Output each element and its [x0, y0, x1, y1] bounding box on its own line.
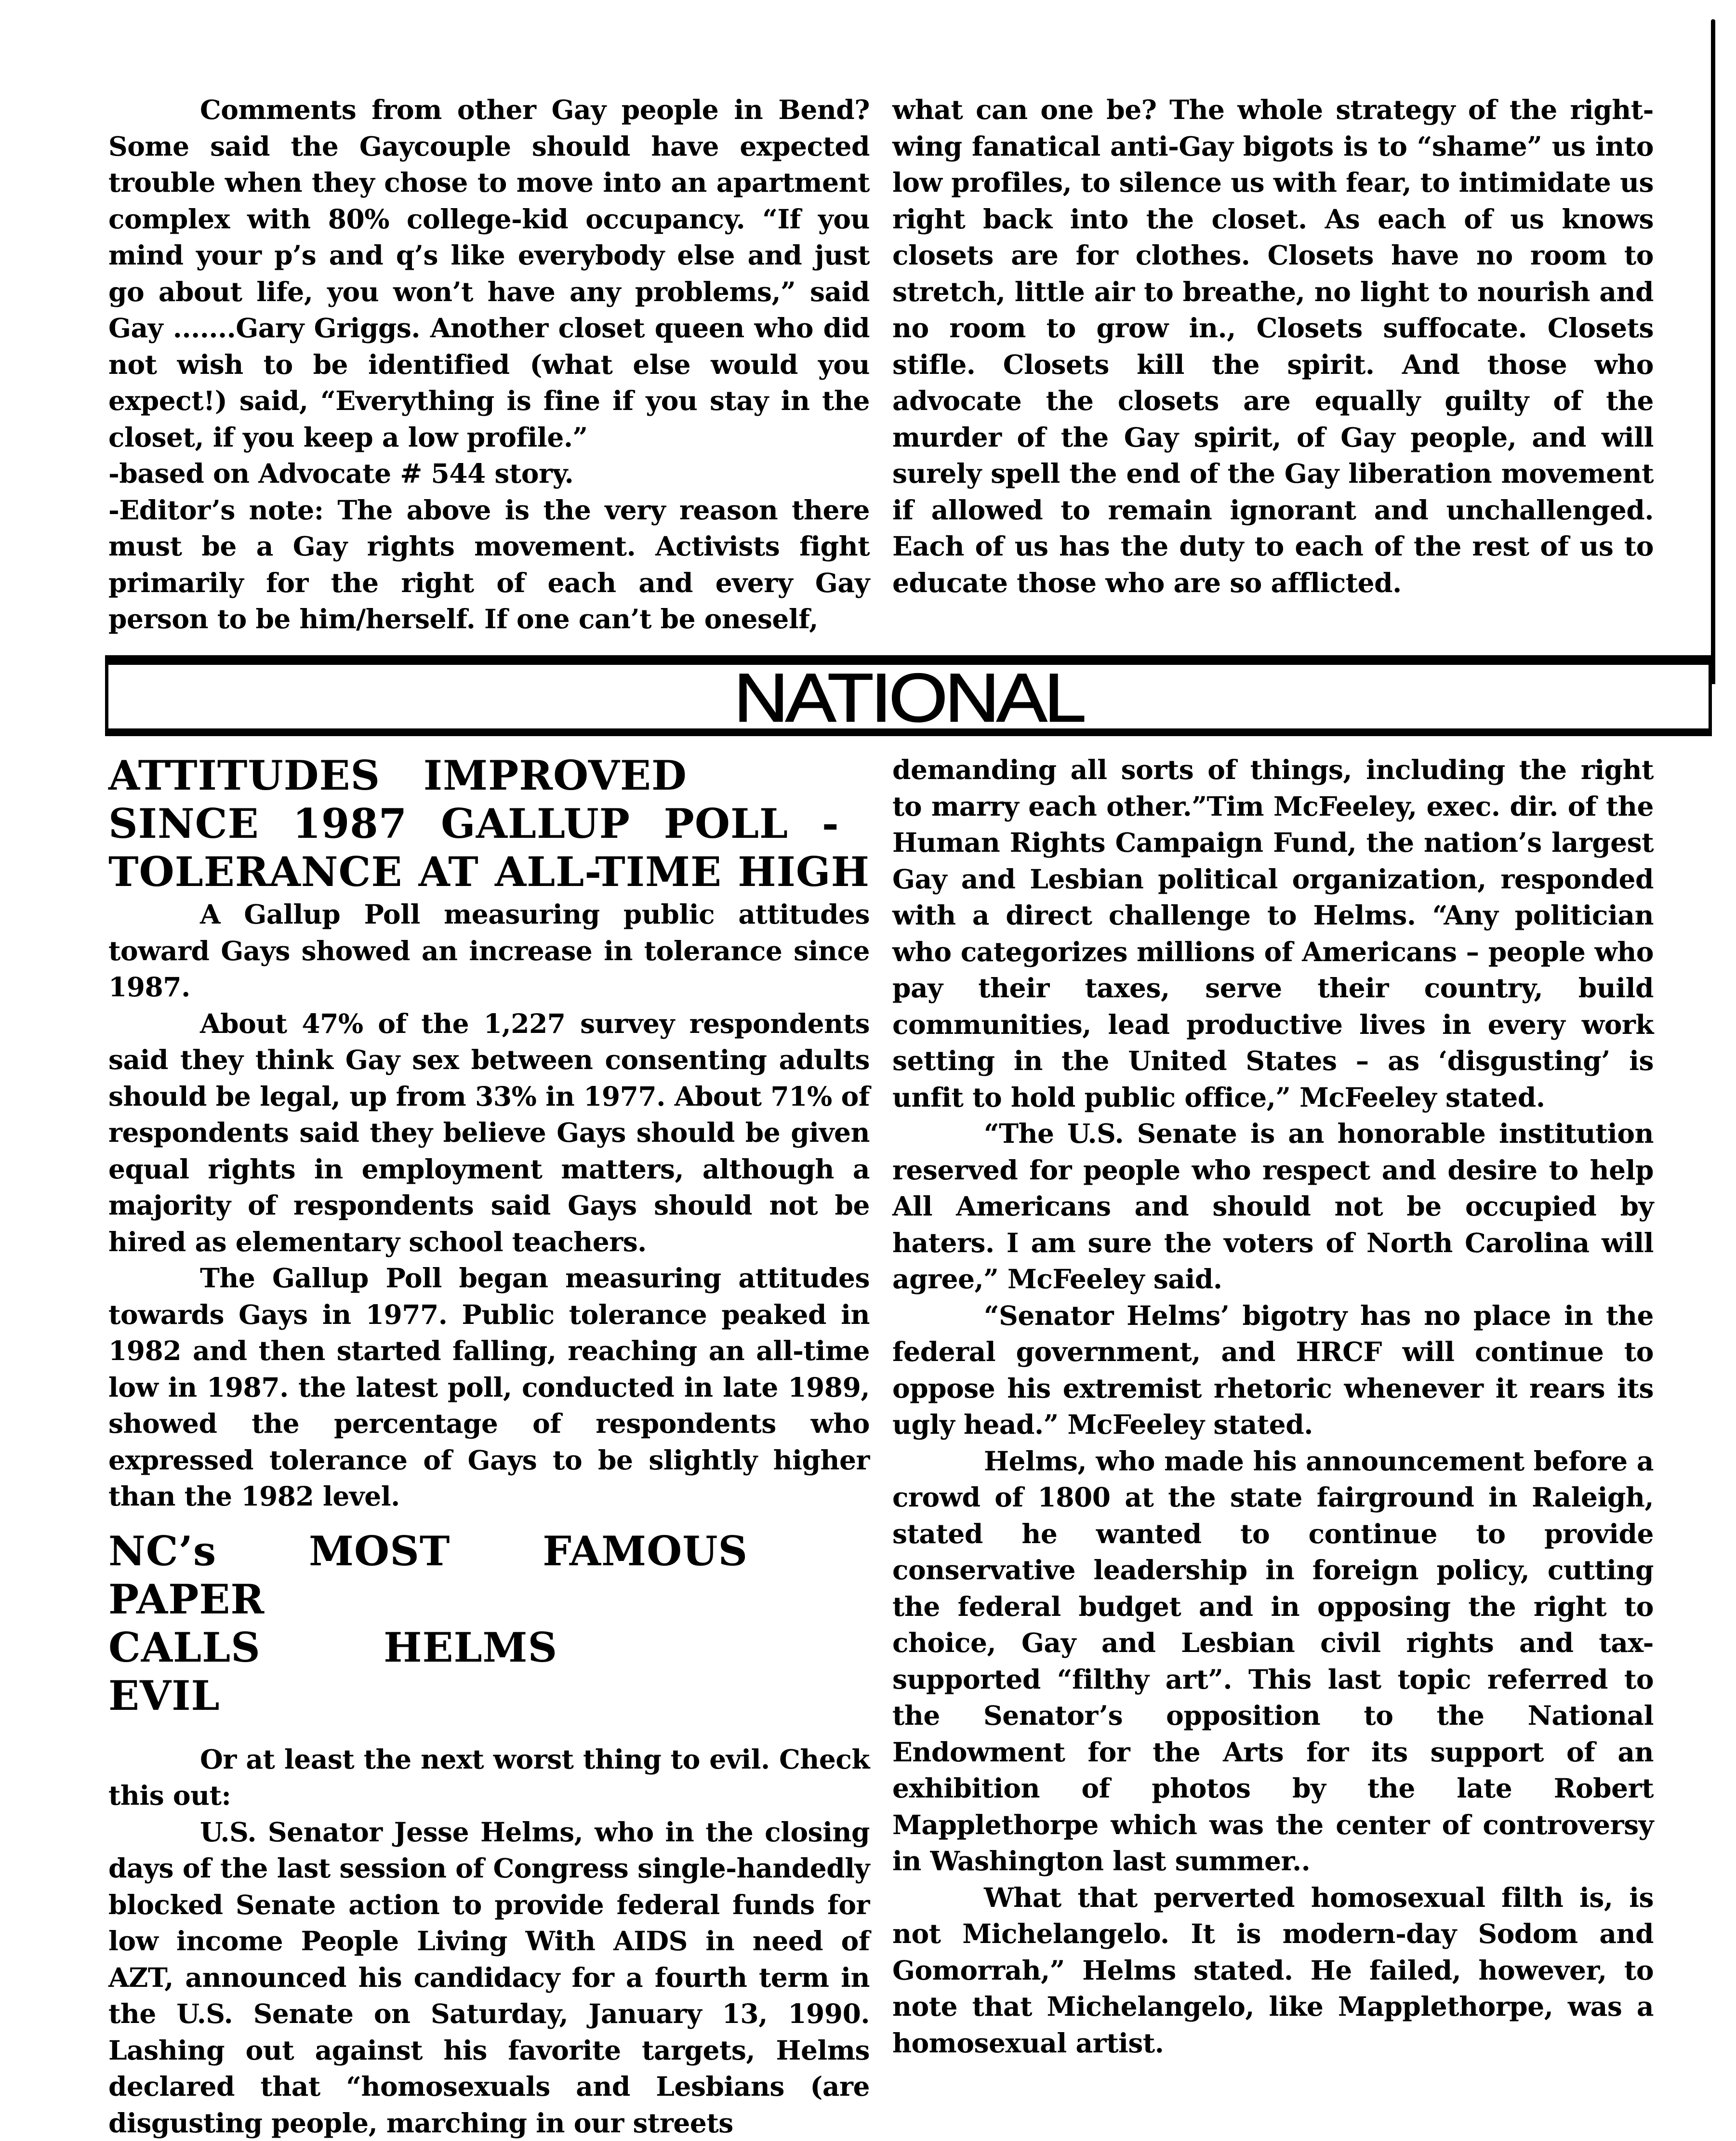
headline-line: TOLERANCE AT ALL-TIME HIGH [108, 848, 870, 896]
paragraph: demanding all sorts of things, including the right to marry each other.”Tim McFeeley, exec. dir. of the Human Rights Campaign Fund, the nation’s largest Gay and Lesbian political organization, responded with a direct challenge to Helms. “Any politician who categorizes millions of Americans – people who pay their taxes, serve their country, build communities, lead productive lives in every work setting in the United States – as ‘disgusting’ is unfit to hold public office,” McFeeley stated. [892, 752, 1654, 1115]
bottom-right-column [892, 752, 1654, 2061]
article-headline [108, 1527, 870, 1720]
bottom-left-column [108, 752, 870, 2141]
paragraph: “Senator Helms’ bigotry has no place in the federal government, and HRCF will continue to oppose his extremist rhetoric whenever it rears its ugly head.” McFeeley stated. [892, 1297, 1654, 1443]
paragraph: What that perverted homosexual filth is, is not Michelangelo. It is modern-day Sodom and Gomorrah,” Helms stated. He failed, however, to note that Michelangelo, like Mapplethorpe, was a homosexual artist. [892, 1879, 1654, 2062]
paragraph: Helms, who made his announcement before a crowd of 1800 at the state fairground in Raleigh, stated he wanted to continue to provide conservative leadership in foreign policy, cutting the federal budget and in opposing the right to choice, Gay and Lesbian civil rights and tax-supported “filthy art”. This last topic referred to the Senator’s opposition to the National Endowment for the Arts for its support of an exhibition of photos by the late Robert Mapplethorpe which was the center of controversy in Washington last summer.. [892, 1443, 1654, 1879]
paragraph: The Gallup Poll began measuring attitudes towards Gays in 1977. Public tolerance peaked in 1982 and then started falling, reaching an all-time low in 1987. the latest poll, conducted in late 1989, showed the percentage of respondents who expressed tolerance of Gays to be slightly higher than the 1982 level. [108, 1260, 870, 1515]
section-title: NATIONAL [734, 661, 1084, 732]
editors-note: -Editor’s note: The above is the very reason there must be a Gay rights movement. Activists fight primarily for the right of each and every Gay person to be him/herself. If one can’t be oneself, [108, 492, 870, 637]
paragraph: About 47% of the 1,227 survey respondents said they think Gay sex between consenting adults should be legal, up from 33% in 1977. About 71% of respondents said they believe Gays should be given equal rights in employment matters, although a majority of respondents said Gays should not be hired as elementary school teachers. [108, 1005, 870, 1260]
top-right-column [892, 92, 1654, 601]
paragraph: Or at least the next worst thing to evil. Check this out: [108, 1741, 870, 1814]
headline-line: SINCE 1987 GALLUP POLL - [108, 800, 839, 848]
paragraph: what can one be? The whole strategy of the right-wing fanatical anti-Gay bigots is to “shame” us into low profiles, to silence us with fear, to intimidate us right back into the closet. As each of us knows closets are for clothes. Closets have no room to stretch, little air to breathe, no light to nourish and no room to grow in., Closets suffocate. Closets stifle. Closets kill the spirit. And those who advocate the closets are equally guilty of the murder of the Gay spirit, of Gay people, and will surely spell the end of the Gay liberation movement if allowed to remain ignorant and unchallenged. Each of us has the duty to each of the rest of us to educate those who are so afflicted. [892, 92, 1654, 601]
paragraph: U.S. Senator Jesse Helms, who in the closing days of the last session of Congress single-handedly blocked Senate action to provide federal funds for low income People Living With AIDS in need of AZT, announced his candidacy for a fourth term in the U.S. Senate on Saturday, January 13, 1990. Lashing out against his favorite targets, Helms declared that “homosexuals and Lesbians (are disgusting people, marching in our streets [108, 1814, 870, 2141]
headline-line: CALLS HELMS EVIL [108, 1624, 557, 1720]
article-headline [108, 752, 870, 896]
top-left-column [108, 92, 870, 637]
headline-line: ATTITUDES IMPROVED [108, 752, 687, 800]
paragraph: A Gallup Poll measuring public attitudes toward Gays showed an increase in tolerance since 1987. [108, 896, 870, 1005]
section-banner [105, 655, 1712, 736]
paragraph: “The U.S. Senate is an honorable institution reserved for people who respect and desire to help All Americans and should not be occupied by haters. I am sure the voters of North Carolina will agree,” McFeeley said. [892, 1115, 1654, 1297]
page-edge-rule [1711, 19, 1715, 684]
headline-line: NC’s MOST FAMOUS PAPER [108, 1527, 748, 1624]
source-credit: -based on Advocate # 544 story. [108, 455, 870, 492]
paragraph: Comments from other Gay people in Bend? Some said the Gaycouple should have expected trouble when they chose to move into an apartment complex with 80% college-kid occupancy. “If you mind your p’s and q’s like everybody else and just go about life, you won’t have any problems,” said Gay .......Gary Griggs. Another closet queen who did not wish to be identified (what else would you expect!) said, “Everything is fine if you stay in the closet, if you keep a low profile.” [108, 92, 870, 455]
